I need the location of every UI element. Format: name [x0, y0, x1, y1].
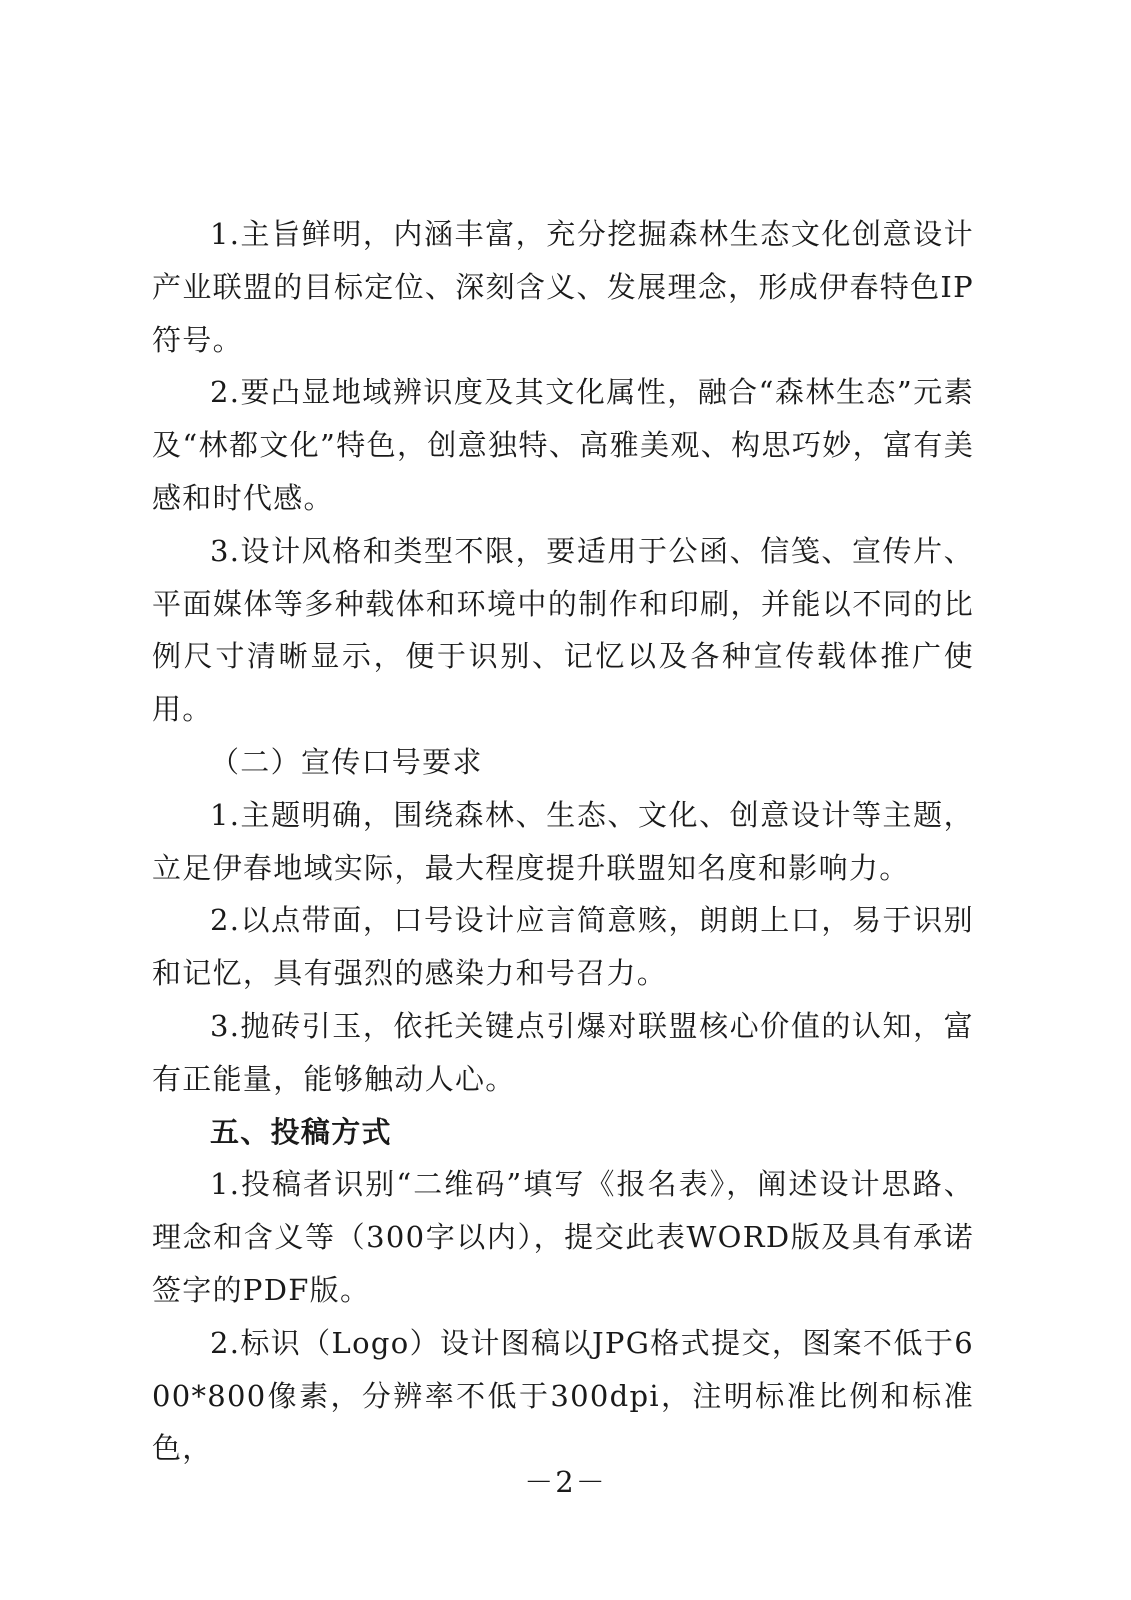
- submission-step-2: 2.标识（Logo）设计图稿以JPG格式提交，图案不低于600*800像素，分辨率不低于300dpi，注明标准比例和标准色，: [152, 1325, 974, 1466]
- slogan-requirements-heading: （二）宣传口号要求: [210, 744, 483, 779]
- slogan-requirement-1: 1.主题明确，围绕森林、生态、文化、创意设计等主题，立足伊春地域实际，最大程度提升联盟知名度和影响力。: [152, 797, 974, 885]
- logo-requirement-1: 1.主旨鲜明，内涵丰富，充分挖掘森林生态文化创意设计产业联盟的目标定位、深刻含义、发展理念，形成伊春特色IP符号。: [152, 217, 974, 357]
- page-number: －2－: [524, 1465, 607, 1499]
- submission-step-1: 1.投稿者识别“二维码”填写《报名表》，阐述设计思路、理念和含义等（300字以内），提交此表WORD版及具有承诺签字的PDF版。: [152, 1167, 974, 1307]
- submission-method-heading: 五、投稿方式: [210, 1114, 392, 1149]
- logo-requirement-3: 3.设计风格和类型不限，要适用于公函、信笺、宣传片、平面媒体等多种载体和环境中的制作和印刷，并能以不同的比例尺寸清晰显示，便于识别、记忆以及各种宣传载体推广使用。: [152, 533, 974, 727]
- slogan-requirement-2: 2.以点带面，口号设计应言简意赅，朗朗上口，易于识别和记忆，具有强烈的感染力和号召力。: [152, 903, 974, 991]
- document-body: [152, 208, 974, 1475]
- slogan-requirement-3: 3.抛砖引玉，依托关键点引爆对联盟核心价值的认知，富有正能量，能够触动人心。: [152, 1008, 974, 1096]
- logo-requirement-2: 2.要凸显地域辨识度及其文化属性，融合“森林生态”元素及“林都文化”特色，创意独特、高雅美观、构思巧妙，富有美感和时代感。: [152, 375, 974, 515]
